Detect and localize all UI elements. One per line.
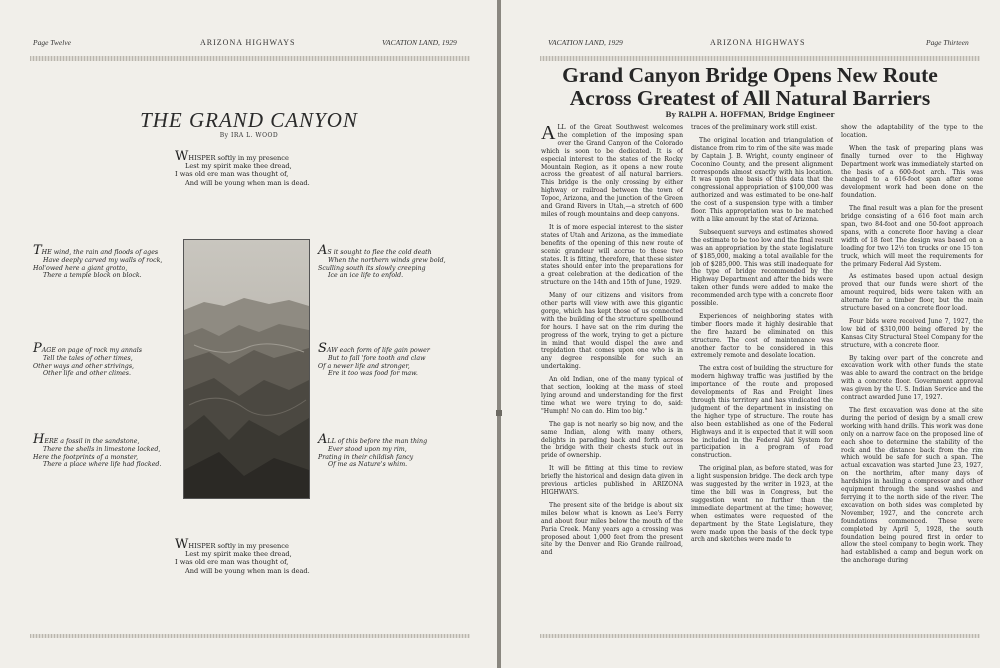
paragraph: The final result was a plan for the present bridge consisting of a 616 foot main arch span, two 84-foot and one 50-foot approach spans, with a concrete floor having a clear width of 18 feet The design was based on a loading for two 12½ ton trucks or one 15 ton truck, which will meet the requirements for the primary Federal Aid System.: [841, 205, 983, 268]
paragraph: The gap is not nearly so big now, and the same Indian, along with many others, delights in parading back and forth across the bridge with their chests stuck out in pride of ownership.: [541, 420, 683, 460]
stanza-drop-cap: A: [318, 432, 328, 447]
stanza-drop-cap: T: [33, 243, 42, 258]
right-header-issue: VACATION LAND, 1929: [548, 38, 623, 47]
stanza-drop-cap: H: [33, 432, 45, 447]
refrain-bottom: [175, 537, 310, 575]
refrain-line: I was old ere man was thought of,: [175, 170, 289, 179]
article-column-1: [541, 124, 683, 562]
article-byline: By RALPH A. HOFFMAN, Bridge Engineer: [665, 110, 835, 119]
stanza-line: Here the footprints of a monster,: [33, 453, 139, 461]
paragraph: Experiences of neighboring states with timber floors made it highly desirable that the fire hazard be eliminated on this structure. The cost of maintenance was another factor to be considered in this extremely remote and desolate location.: [691, 312, 833, 360]
stanza-line: Ever stood upon my rim,: [328, 445, 407, 453]
article-column-2: [691, 124, 833, 549]
refrain-top: [175, 149, 310, 187]
paragraph: show the adaptability of the type to the location.: [841, 124, 983, 139]
refrain-line: I was old ere man was thought of,: [175, 558, 289, 567]
stanza: [33, 341, 142, 378]
stanza: [33, 432, 162, 469]
paragraph: Many of our citizens and visitors from other parts will view with awe this gigantic gorge, which has kept those of us connected with the building of the structure spellbound for hours. I have sat on the rim during the progress of the work, trying to get a picture in mind that would dispel the awe and trepidation that comes upon one who is in any degree responsible for such an undertaking.: [541, 292, 683, 371]
paragraph: traces of the preliminary work still exist.: [691, 124, 818, 131]
stanza-line: Of a newer life and stronger,: [318, 362, 410, 370]
left-header-issue: VACATION LAND, 1929: [382, 38, 457, 47]
stanza-line: HE wind, the rain and floods of ages: [41, 249, 159, 256]
refrain-drop-cap: W: [175, 537, 189, 552]
article-title-line: Grand Canyon Bridge Opens New Route: [562, 63, 938, 87]
paragraph: As estimates based upon actual design proved that our funds were short of the amount required, bids were taken with an alternate for a timber floor, but the main structure based on a concrete floor load.: [841, 273, 983, 313]
refrain-line: Lest my spirit make thee dread,: [185, 550, 292, 559]
stanza-drop-cap: P: [33, 341, 42, 356]
stanza-line: Ere it too was food for maw.: [328, 370, 418, 378]
stanza-line: AW each form of life gain power: [326, 347, 430, 354]
refrain-line: HISPER softly in my presence: [188, 154, 289, 162]
stanza: [318, 243, 446, 280]
paragraph: The original plan, as before stated, was for a light suspension bridge. The deck arch type was suggested by the writer in 1923, at the time the bill was in Congress, but the suggestion went no further than the immediate department at the time; however, when estimates were requested of the department by the State Legislature, they were made upon the basis of the deck type arch and sketches were made to: [691, 465, 833, 544]
right-footer-band: [540, 634, 980, 638]
stanza-line: Other ways and other strivings,: [33, 362, 135, 370]
article-column-3: [841, 124, 983, 570]
paragraph: The first excavation was done at the site during the period of design by a small crew working with hand drills. This work was done only on a narrow face on the proposed line of each shoe to determine the stability of the rock and the distance back from the rim which would be safe for such a span. The actual excavation was started June 23, 1927, on the northrim, after many days of hardships in hauling a compressor and other equipment through the sand washes and ferrying it to the north side of the river. The excavation on both sides was completed by November, 1927, and the concrete arch foundations commenced. These were completed by April 5, 1928, the south foundation being poured first in order to allow the steel company to begin work. They had established a camp and begun work on the anchorage during: [841, 407, 983, 565]
paragraph: It will be fitting at this time to review briefly the historical and design data given in previous articles published in ARIZONA HIGHWAYS.: [541, 465, 683, 496]
stanza-line: Prating in their childish fancy: [318, 453, 414, 461]
stanza-line: ERE a fossil in the sandstone,: [44, 438, 140, 445]
paragraph: The original location and triangulation of distance from rim to rim of the site was made by Captain J. B. Wright, county engineer of Coconino County, and the present alignment corresponds almost exactly with his location. It was upon the basis of this data that the congressional appropriation of $100,000 was authorized and was estimated to be one-half the cost of a suspension type with a timber floor. This appropriation was to be matched with a like amount by the stat of Arizona.: [691, 136, 833, 223]
stanza-line: There a temple block on block.: [43, 272, 142, 280]
stanza: [33, 243, 163, 280]
refrain-line: Lest my spirit make thee dread,: [185, 162, 292, 171]
stanza-line: Ice an ice life to enfold.: [328, 272, 404, 280]
stanza-line: Hol'owed here a giant grotto,: [33, 264, 128, 272]
article-title: [500, 64, 1000, 110]
refrain-line: HISPER softly in my presence: [188, 542, 289, 550]
stanza-line: LL of this before the man thing: [327, 438, 428, 445]
paragraph: Subsequent surveys and estimates showed the estimate to be too low and the final result was an appropriation by the state legislature of $185,000, making a total available for the job of $285,000. This was still inadequate for the type of bridge recommended by the Highway Department and after the bids were taken other funds were added to make the recommended arch type with a concrete floor possible.: [691, 228, 833, 308]
stanza-line: Sculling south its slowly creeping: [318, 264, 426, 272]
binding-mark: [496, 410, 502, 416]
paragraph: When the task of preparing plans was finally turned over to the Highway Department work was immediately started on the basis of a 600-foot arch. This was changed to a 616-foot span after some development work had been done on the foundation.: [841, 144, 983, 200]
paragraph: The present site of the bridge is about six miles below what is known as Lee's Ferry and about four miles below the mouth of the Paria Creek. Many years ago a crossing was proposed about 1,000 feet from the present site by the Denver and Rio Grande railroad, and: [541, 501, 683, 557]
stanza-line: But to fall 'fore tooth and claw: [328, 354, 426, 362]
right-header-page-number: Page Thirteen: [926, 38, 969, 47]
refrain-line: And will be young when man is dead.: [185, 178, 310, 187]
stanza-line: There the shells in limestone locked,: [43, 445, 161, 453]
stanza-line: There a place where life had flocked.: [43, 461, 162, 469]
paragraph: An old Indian, one of the many typical of that section, looking at the mass of steel lying around and understanding for the first time what we were trying to do, said: "Humph! No can do. Him too big.": [541, 376, 683, 415]
left-header-band: [30, 56, 470, 61]
paragraph: By taking over part of the concrete and excavation work with other funds the state was able to award the contract on the bridge with a concrete floor. Government approval was given by the U. S. Indian Service and the contract awarded June 17, 1927.: [841, 354, 983, 402]
stanza-line: When the northern winds grew bold,: [328, 256, 446, 264]
refrain-line: And will be young when man is dead.: [185, 566, 310, 575]
left-footer-band: [30, 634, 470, 638]
stanza: [318, 341, 430, 378]
stanza-line: AGE on page of rock my annals: [41, 347, 142, 354]
stanza: [318, 432, 428, 469]
left-header-magazine: ARIZONA HIGHWAYS: [200, 38, 296, 47]
stanza-drop-cap: A: [318, 243, 328, 258]
stanza-line: Tell the tales of other times,: [43, 354, 133, 362]
paragraph: LL of the Great Southwest welcomes the completion of the imposing span over the Grand Canyon of the Colorado which is soon to be dedicated. It is of especial interest to the states of the Rocky Mountain Region, as it opens a new route across the greatest of all natural barriers. This bridge is the only crossing by either highway or railroad between the town of Topoc, Arizona, and the junction of the Green and Grand Rivers in Utah,—a stretch of 600 miles of rough mountains and deep canyons.: [541, 124, 683, 218]
paragraph: It is of more especial interest to the sister states of Utah and Arizona, as the immediate benefits of the opening of this new route of scenic grandeur will accrue to these two states. It is fitting, therefore, that these sister states should enter into the preparations for a great celebration at the dedication of the structure on the 14th and 15th of June, 1929.: [541, 223, 683, 287]
paragraph: The extra cost of building the structure for modern highway traffic was justified by the importance of the route and proposed developments of Ras and Freight lines through this territory and has vindicated the judgment of the department in insisting on the higher type of structure. The route has also been established as one of the Federal Highways and it is expected that it will soon be included in the Federal Aid System for participation in a program of road construction.: [691, 365, 833, 460]
stanza-drop-cap: S: [318, 341, 327, 356]
refrain-drop-cap: W: [175, 149, 189, 164]
right-header-band: [540, 56, 980, 61]
left-header-page-number: Page Twelve: [33, 38, 71, 47]
stanza-line: Of me as Nature's whim.: [328, 461, 408, 469]
stanza-line: S it sought to flee the cold death: [327, 249, 432, 256]
canyon-photograph: [183, 239, 310, 499]
stanza-line: Have deeply carved my walls of rock,: [43, 256, 163, 264]
article-title-line: Across Greatest of All Natural Barriers: [569, 86, 931, 110]
poem-byline: By IRA L. WOOD: [219, 132, 279, 139]
poem-title: THE GRAND CANYON: [140, 108, 358, 132]
stanza-line: Other life and other climes.: [43, 370, 132, 378]
paragraph: Four bids were received June 7, 1927, the low bid of $310,000 being offered by the Kansas City Structural Steel Company for the structure, with a concrete floor.: [841, 317, 983, 349]
right-header-magazine: ARIZONA HIGHWAYS: [710, 38, 806, 47]
article-drop-cap: A: [541, 124, 556, 144]
